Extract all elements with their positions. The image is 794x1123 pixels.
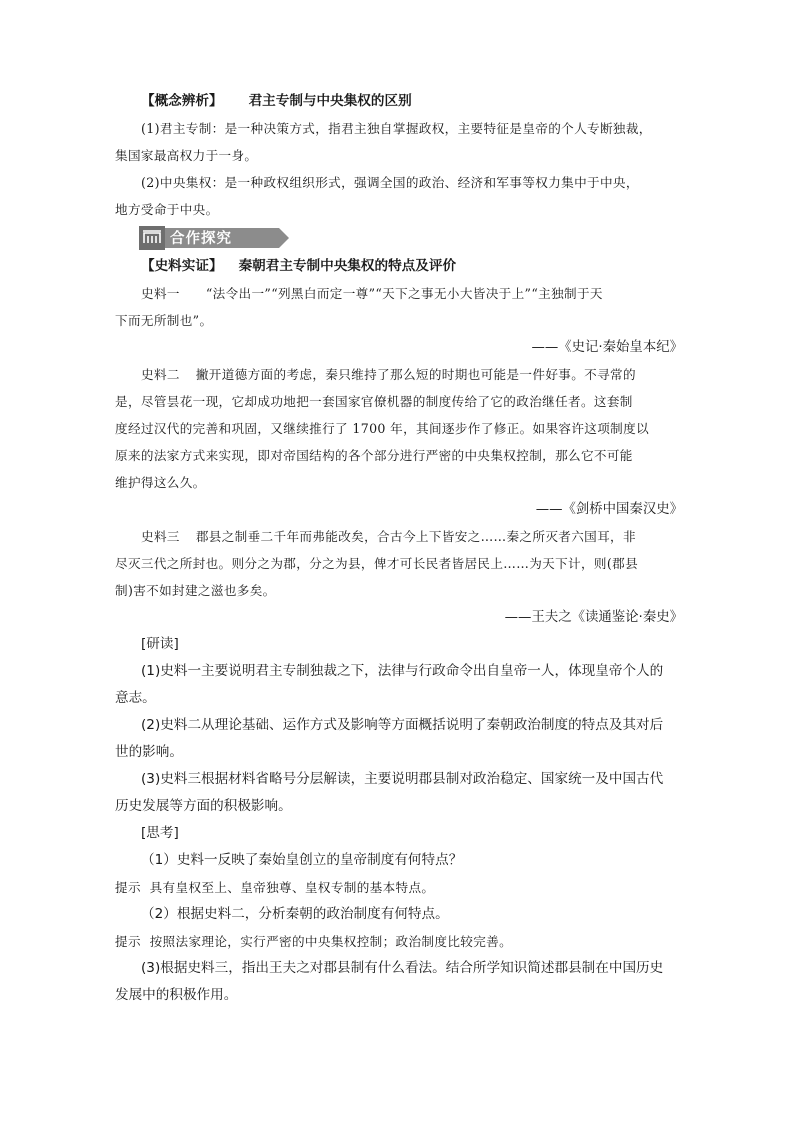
study-p3-line1: (3)史料三根据材料省略号分层解读，主要说明郡县制对政治稳定、国家统一及中国古代: [141, 771, 664, 787]
evidence-heading: [115, 253, 683, 280]
study-p2-line1: (2)史料二从理论基础、运作方式及影响等方面概括说明了秦朝政治制度的特点及其对后: [141, 717, 664, 733]
source3-line1: 史料三 郡县之制垂二千年而弗能改矣，合古今上下皆安之……秦之所灭者六国耳，非: [141, 529, 636, 544]
source2-citation: ——《剑桥中国秦汉史》: [535, 502, 683, 517]
source2-line5: 维护得这么久。: [115, 475, 206, 490]
think-q2: （2）根据史料二，分析秦朝的政治制度有何特点。: [141, 906, 449, 922]
think-q3-line2: 发展中的积极作用。: [115, 987, 238, 1003]
concept-p1-line2: 集国家最高权力于一身。: [115, 148, 258, 163]
hint-label: 提示: [115, 934, 141, 949]
source2-label: 史料二: [141, 367, 180, 382]
source1-line1: 史料一 “法令出一”“列黑白而定一尊”“天下之事无小大皆决于上”“主独制于天: [141, 286, 603, 301]
think-q3-line1: (3)根据史料三，指出王夫之对郡县制有什么看法。结合所学知识简述郡县制在中国历史: [141, 960, 664, 976]
banner-label: 合作探究: [170, 231, 232, 247]
source1-label: 史料一: [141, 286, 180, 301]
think-q1: （1）史料一反映了秦始皇创立的皇帝制度有何特点？: [141, 852, 463, 868]
source2-line3: 度经过汉代的完善和巩固，又继续推行了 1700 年，其间逐步作了修正。如果容许这项制度以: [115, 421, 650, 436]
study-heading: [研读]: [141, 636, 179, 652]
concept-p2-line1: (2)中央集权：是一种政权组织形式，强调全国的政治、经济和军事等权力集中于中央，: [141, 175, 639, 190]
source3-label: 史料三: [141, 529, 180, 544]
source2-line2: 是，尽管昙花一现，它却成功地把一套国家官僚机器的制度传给了它的政治继任者。这套制: [115, 394, 633, 409]
source1-line2: 下而无所制也”。: [115, 313, 213, 328]
concept-heading: [115, 88, 683, 115]
concept-title: 君主专制与中央集权的区别: [248, 93, 412, 109]
concept-p2-line2: 地方受命于中央。: [115, 202, 219, 217]
source1-citation: ——《史记·秦始皇本纪》: [531, 340, 683, 355]
study-p1-line2: 意志。: [115, 690, 156, 706]
hint-label: 提示: [115, 880, 141, 895]
source2-line1: 史料二 撇开道德方面的考虑，秦只维持了那么短的时期也可能是一件好事。不寻常的: [141, 367, 636, 382]
section-banner: [139, 225, 289, 253]
document-page: [115, 88, 683, 1009]
evidence-title: 秦朝君主专制中央集权的特点及评价: [238, 258, 457, 274]
source3-line2: 尽灭三代之所封也。则分之为郡，分之为县，俾才可长民者皆居民上……为天下计，则(郡县: [115, 556, 639, 571]
study-p1-line1: (1)史料一主要说明君主专制独裁之下，法律与行政命令出自皇帝一人，体现皇帝个人的: [141, 663, 664, 679]
concept-tag: 【概念辨析】: [141, 93, 223, 109]
source3-citation: ——王夫之《读通鉴论·秦史》: [504, 610, 683, 625]
evidence-tag: 【史料实证】: [141, 258, 223, 274]
source3-line3: 制)害不如封建之滋也多矣。: [115, 583, 276, 598]
source2-line4: 原来的法家方式来实现，即对帝国结构的各个部分进行严密的中央集权控制，那么它不可能: [115, 448, 633, 463]
think-a2: 提示 按照法家理论，实行严密的中央集权控制；政治制度比较完善。: [115, 934, 513, 949]
study-p3-line2: 历史发展等方面的积极影响。: [115, 798, 292, 814]
study-p2-line2: 世的影响。: [115, 744, 183, 760]
concept-p1-line1: (1)君主专制：是一种决策方式，指君主独自掌握政权，主要特征是皇帝的个人专断独裁，: [141, 121, 652, 136]
think-a1: 提示 具有皇权至上、皇帝独尊、皇权专制的基本特点。: [115, 880, 435, 895]
think-heading: [思考]: [141, 825, 179, 841]
